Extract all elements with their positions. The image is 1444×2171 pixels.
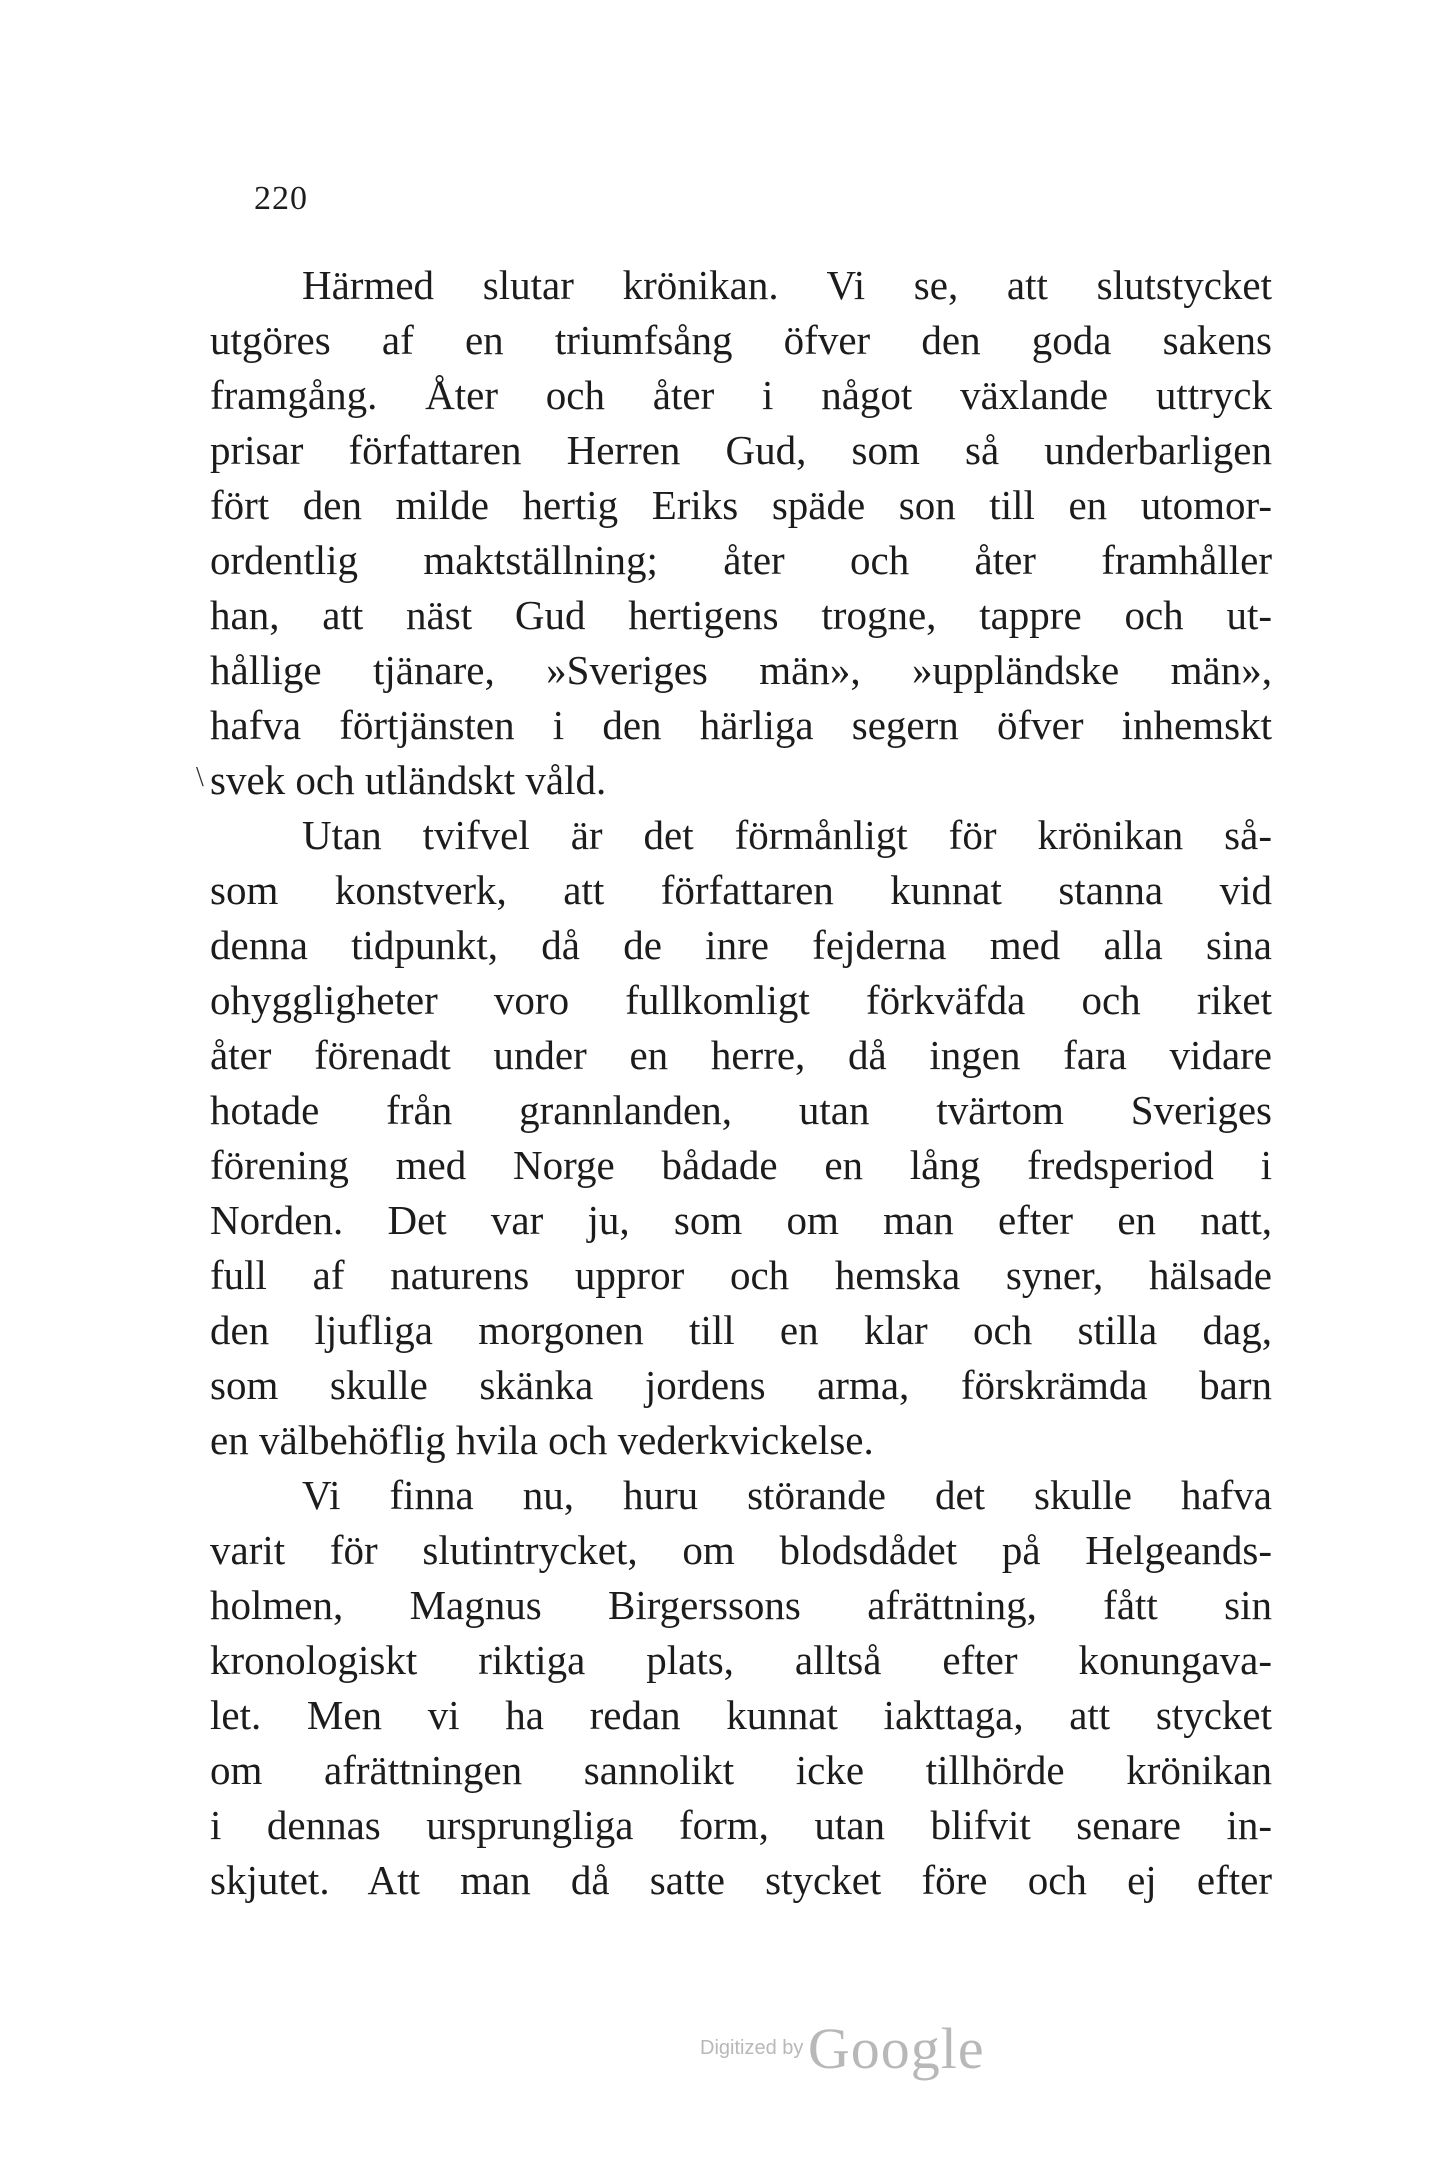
text-line: hotade från grannlanden, utan tvärtom Sveriges bbox=[210, 1087, 1272, 1133]
text-line: full af naturens uppror och hemska syner, hälsade bbox=[210, 1252, 1272, 1298]
google-logo: Google bbox=[807, 2016, 985, 2081]
text-line: som konstverk, att författaren kunnat stanna vid bbox=[210, 867, 1272, 913]
text-line: åter förenadt under en herre, då ingen fara vidare bbox=[210, 1032, 1272, 1078]
text-line: denna tidpunkt, då de inre fejderna med alla sina bbox=[210, 922, 1272, 968]
digitized-watermark bbox=[700, 2015, 985, 2082]
text-line: om afrättningen sannolikt icke tillhörde krönikan bbox=[210, 1747, 1272, 1793]
text-line: holmen, Magnus Birgerssons afrättning, fått sin bbox=[210, 1582, 1272, 1628]
text-line: ordentlig maktställning; åter och åter framhåller bbox=[210, 537, 1272, 583]
text-line: ohyggligheter voro fullkomligt förkväfda och riket bbox=[210, 977, 1272, 1023]
text-line: prisar författaren Herren Gud, som så underbarligen bbox=[210, 427, 1272, 473]
text-line: i dennas ursprungliga form, utan blifvit senare in- bbox=[210, 1802, 1272, 1848]
watermark-prefix: Digitized by bbox=[700, 2037, 804, 2059]
text-line: let. Men vi ha redan kunnat iakttaga, att stycket bbox=[210, 1692, 1272, 1738]
text-line: Utan tvifvel är det förmånligt för krönikan så- bbox=[302, 812, 1272, 858]
text-line: Härmed slutar krönikan. Vi se, att slutstycket bbox=[302, 262, 1272, 308]
text-line: Vi finna nu, huru störande det skulle hafva bbox=[302, 1472, 1272, 1518]
text-line: kronologiskt riktiga plats, alltså efter konungava- bbox=[210, 1637, 1272, 1683]
text-line: skjutet. Att man då satte stycket före och ej efter bbox=[210, 1857, 1272, 1903]
text-line: han, att näst Gud hertigens trogne, tappre och ut- bbox=[210, 592, 1272, 638]
body-text bbox=[210, 258, 1272, 1908]
text-line: hafva förtjänsten i den härliga segern öfver inhemskt bbox=[210, 702, 1272, 748]
stray-mark: \ bbox=[196, 762, 204, 793]
text-line: svek och utländskt våld. bbox=[210, 757, 607, 803]
text-line: utgöres af en triumfsång öfver den goda sakens bbox=[210, 317, 1272, 363]
text-line: som skulle skänka jordens arma, förskrämda barn bbox=[210, 1362, 1272, 1408]
text-line: förening med Norge bådade en lång fredsperiod i bbox=[210, 1142, 1272, 1188]
text-line: hållige tjänare, »Sveriges män», »uppländske män», bbox=[210, 647, 1272, 693]
page-number: 220 bbox=[254, 180, 308, 217]
text-line: fört den milde hertig Eriks späde son till en utomor- bbox=[210, 482, 1272, 528]
text-line: framgång. Åter och åter i något växlande uttryck bbox=[210, 372, 1272, 418]
text-line: Norden. Det var ju, som om man efter en natt, bbox=[210, 1197, 1272, 1243]
text-line: varit för slutintrycket, om blodsdådet på Helgeands- bbox=[210, 1527, 1272, 1573]
text-line: den ljufliga morgonen till en klar och stilla dag, bbox=[210, 1307, 1272, 1353]
text-line: en välbehöflig hvila och vederkvickelse. bbox=[210, 1417, 874, 1463]
